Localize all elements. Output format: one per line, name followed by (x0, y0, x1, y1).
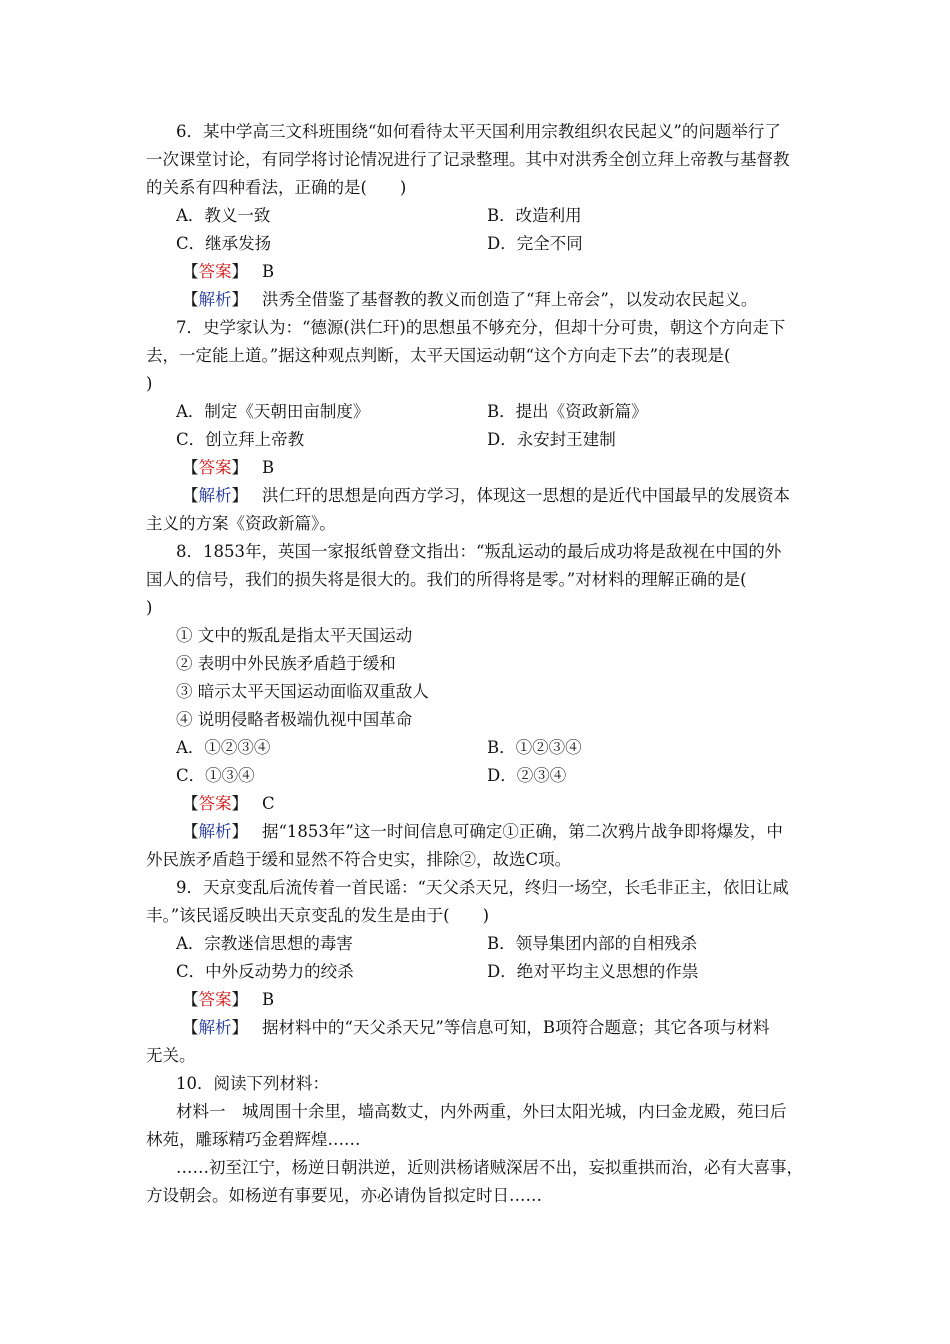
q10-material-line: 方设朝会。如杨逆有事要见，亦必请伪旨拟定时日…… (146, 1186, 542, 1205)
q9-stem-line: 丰。”该民谣反映出天京变乱的发生是由于( ) (146, 906, 490, 925)
q8-option-a: A．①②③④ (176, 738, 271, 757)
q8-item: ② 表明中外民族矛盾趋于缓和 (176, 654, 396, 673)
q7-stem-line: 去，一定能上道。”据这种观点判断，太平天国运动朝“这个方向走下去”的表现是( (146, 346, 731, 365)
q6-stem-line: 的关系有四种看法，正确的是( ) (146, 178, 407, 197)
q6-stem-line: 一次课堂讨论，有同学将讨论情况进行了记录整理。其中对洪秀全创立拜上帝教与基督教 (146, 150, 790, 169)
q6-answer: B (262, 262, 275, 281)
q8-analysis: 据“1853年”这一时间信息可确定①正确，第二次鸦片战争即将爆发，中 (262, 822, 783, 841)
q10-stem-line: 10．阅读下列材料： (176, 1074, 329, 1093)
q8-option-d: D．②③④ (487, 766, 567, 785)
q7-analysis: 洪仁玕的思想是向西方学习，体现这一思想的是近代中国最早的发展资本 (262, 486, 790, 505)
q8-stem-line: 8．1853年，英国一家报纸曾登文指出：“叛乱运动的最后成功将是敌视在中国的外 (176, 542, 782, 561)
q9-stem-line: 9．天京变乱后流传着一首民谣：“天父杀天兄，终归一场空，长毛非正主，依旧让咸 (176, 878, 789, 897)
q7-answer-tag: 【答案】 (182, 458, 248, 477)
q10-material-line: 林苑，雕琢精巧金碧辉煌…… (146, 1130, 361, 1149)
q7-option-a: A．制定《天朝田亩制度》 (176, 402, 370, 421)
q8-option-c: C．①③④ (176, 766, 255, 785)
q6-option-a: A．教义一致 (176, 206, 271, 225)
q6-stem-line: 6．某中学高三文科班围绕“如何看待太平天国利用宗教组织农民起义”的问题举行了 (176, 122, 781, 141)
q7-analysis-tag: 【解析】 (182, 486, 248, 505)
q9-answer: B (262, 990, 275, 1009)
q9-option-b: B．领导集团内部的自相残杀 (487, 934, 698, 953)
q8-answer-tag: 【答案】 (182, 794, 248, 813)
q6-analysis-tag: 【解析】 (182, 290, 248, 309)
q8-item: ① 文中的叛乱是指太平天国运动 (176, 626, 413, 645)
q7-stem-line: ) (146, 374, 153, 393)
q7-option-c: C．创立拜上帝教 (176, 430, 305, 449)
q6-option-c: C．继承发扬 (176, 234, 272, 253)
q7-analysis-cont: 主义的方案《资政新篇》。 (146, 514, 336, 533)
q8-stem-line: 国人的信号，我们的损失将是很大的。我们的所得将是零。”对材料的理解正确的是( (146, 570, 747, 589)
q7-option-d: D．永安封王建制 (487, 430, 616, 449)
q8-item: ④ 说明侵略者极端仇视中国革命 (176, 710, 413, 729)
q10-material-line: 材料一 城周围十余里，墙高数丈，内外两重，外曰太阳光城，内曰金龙殿，苑曰后 (176, 1102, 787, 1121)
q7-stem-line: 7．史学家认为：“德源(洪仁玕)的思想虽不够充分，但却十分可贵，朝这个方向走下 (176, 318, 786, 337)
q9-analysis-tag: 【解析】 (182, 1018, 248, 1037)
q9-analysis-cont: 无关。 (146, 1046, 196, 1065)
q7-option-b: B．提出《资政新篇》 (487, 402, 648, 421)
q8-analysis-tag: 【解析】 (182, 822, 248, 841)
q6-answer-tag: 【答案】 (182, 262, 248, 281)
q6-analysis: 洪秀全借鉴了基督教的教义而创造了“拜上帝会”，以发动农民起义。 (262, 290, 758, 309)
q6-option-d: D．完全不同 (487, 234, 583, 253)
q8-item: ③ 暗示太平天国运动面临双重敌人 (176, 682, 429, 701)
q7-answer: B (262, 458, 275, 477)
q8-answer: C (262, 794, 275, 813)
q9-answer-tag: 【答案】 (182, 990, 248, 1009)
q8-analysis-cont: 外民族矛盾趋于缓和显然不符合史实，排除②，故选C项。 (146, 850, 572, 869)
q8-stem-line: ) (146, 598, 153, 617)
q9-option-d: D．绝对平均主义思想的作祟 (487, 962, 699, 981)
q9-option-a: A．宗教迷信思想的毒害 (176, 934, 353, 953)
q6-option-b: B．改造利用 (487, 206, 582, 225)
q9-option-c: C．中外反动势力的绞杀 (176, 962, 354, 981)
q9-analysis: 据材料中的“天父杀天兄”等信息可知，B项符合题意；其它各项与材料 (262, 1018, 770, 1037)
q8-option-b: B．①②③④ (487, 738, 582, 757)
q10-material-line: ……初至江宁，杨逆日朝洪逆，近则洪杨诸贼深居不出，妄拟重拱而治，必有大喜事， (176, 1158, 803, 1177)
